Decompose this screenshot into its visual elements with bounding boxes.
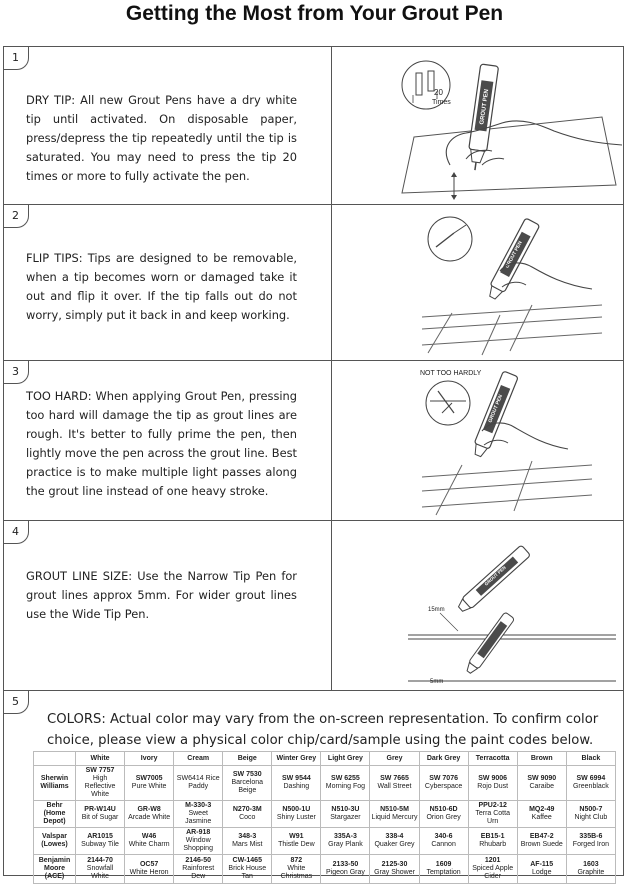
paint-name: Gray Shower bbox=[374, 869, 415, 876]
paint-name: Orion Grey bbox=[426, 814, 461, 821]
paint-code: MQ2-49 bbox=[529, 806, 555, 813]
paint-code: SW 6994 bbox=[576, 775, 606, 782]
paint-name: Thistle Dew bbox=[278, 841, 315, 848]
step-row-1 bbox=[4, 47, 623, 205]
paint-name: Window Shopping bbox=[183, 837, 213, 852]
step-number: 2 bbox=[3, 204, 29, 228]
paint-name: Temptation bbox=[426, 869, 461, 876]
paint-name: Spiced Apple Cider bbox=[472, 865, 514, 880]
grout-size-drawing bbox=[332, 521, 624, 691]
table-header bbox=[34, 752, 76, 766]
table-cell bbox=[419, 828, 468, 855]
table-cell bbox=[272, 801, 321, 828]
paint-name: Rainforest Dew bbox=[182, 865, 215, 880]
table-cell bbox=[468, 766, 517, 801]
page-title: Getting the Most from Your Grout Pen bbox=[125, 2, 504, 25]
table-cell bbox=[174, 828, 223, 855]
table-cell bbox=[76, 828, 125, 855]
table-cell bbox=[125, 828, 174, 855]
paint-name: Brick House Tan bbox=[228, 865, 267, 880]
table-cell bbox=[370, 855, 419, 884]
paint-name: Forged Iron bbox=[572, 841, 609, 848]
table-cell bbox=[370, 801, 419, 828]
table-cell bbox=[321, 801, 370, 828]
pen-label: GROUT PEN bbox=[487, 393, 505, 424]
table-header: Ivory bbox=[125, 752, 174, 766]
step-number: 3 bbox=[3, 360, 29, 384]
table-cell bbox=[76, 855, 125, 884]
paint-name: Stargazer bbox=[330, 814, 361, 821]
table-row bbox=[34, 766, 616, 801]
step-number: 1 bbox=[3, 46, 29, 70]
table-cell bbox=[223, 828, 272, 855]
paint-name: Bit of Sugar bbox=[81, 814, 119, 821]
table-cell bbox=[517, 828, 566, 855]
table-cell bbox=[321, 828, 370, 855]
table-cell bbox=[370, 766, 419, 801]
paint-name: Caraibe bbox=[529, 783, 554, 790]
paint-name: Barcelona Beige bbox=[231, 779, 264, 794]
table-header: Cream bbox=[174, 752, 223, 766]
table-cell bbox=[517, 766, 566, 801]
guide-frame bbox=[3, 46, 624, 880]
paint-code: 2144-70 bbox=[87, 857, 113, 864]
paint-code: EB47-2 bbox=[529, 833, 554, 840]
table-cell bbox=[174, 855, 223, 884]
table-header: Beige bbox=[223, 752, 272, 766]
table-cell bbox=[517, 855, 566, 884]
table-cell bbox=[272, 766, 321, 801]
table-cell bbox=[517, 801, 566, 828]
paint-name: White Heron bbox=[129, 869, 169, 876]
paint-code: N510-3U bbox=[331, 806, 360, 813]
paint-code: 1609 bbox=[435, 861, 452, 868]
paint-name: Dashing bbox=[283, 783, 310, 790]
paint-code: 872 bbox=[290, 857, 303, 864]
table-cell bbox=[370, 828, 419, 855]
paint-name: Paddy bbox=[188, 783, 209, 790]
table-cell bbox=[419, 766, 468, 801]
paint-code: SW 9544 bbox=[281, 775, 311, 782]
table-cell bbox=[566, 855, 615, 884]
too-hard-drawing bbox=[332, 361, 624, 521]
paint-code: SW 7665 bbox=[380, 775, 409, 782]
paint-code: 1603 bbox=[583, 861, 599, 868]
step-text: GROUT LINE SIZE: Use the Narrow Tip Pen for grout lines approx 5mm. For wider grout lines use the Wide Tip Pen. bbox=[26, 569, 297, 621]
table-cell bbox=[223, 855, 272, 884]
table-cell bbox=[321, 766, 370, 801]
paint-code: AF-115 bbox=[530, 861, 554, 868]
paint-name: Arcade White bbox=[128, 814, 171, 821]
paint-name: Morning Fog bbox=[325, 783, 366, 790]
step-row-3 bbox=[4, 361, 623, 521]
table-cell bbox=[174, 766, 223, 801]
step-illustration-dry-tip bbox=[331, 47, 623, 204]
table-cell bbox=[419, 801, 468, 828]
paint-name: Greenblack bbox=[572, 783, 609, 790]
table-cell bbox=[76, 766, 125, 801]
paint-code: 335B-6 bbox=[579, 833, 603, 840]
step-text: DRY TIP: All new Grout Pens have a dry white tip until activated. On disposable paper, press/depress the tip repeatedly until the tip is saturated. You may need to press the tip 20 times or more to fully activate the pen. bbox=[26, 93, 297, 183]
table-cell bbox=[272, 828, 321, 855]
brand-cell: Valspar (Lowes) bbox=[34, 828, 76, 855]
table-cell bbox=[125, 801, 174, 828]
paint-name: Liquid Mercury bbox=[371, 814, 418, 821]
table-header: White bbox=[76, 752, 125, 766]
table-cell bbox=[272, 855, 321, 884]
callout-unit: Times bbox=[432, 99, 451, 106]
paint-name: Terra Cotta Urn bbox=[475, 810, 510, 825]
paint-code: N510-6D bbox=[429, 806, 458, 813]
paint-name: Graphite bbox=[577, 869, 605, 876]
paint-code: SW6414 Rice bbox=[176, 775, 220, 782]
paint-code: M-330-3 bbox=[185, 802, 212, 809]
table-cell bbox=[468, 855, 517, 884]
paint-code: W91 bbox=[289, 833, 304, 840]
table-cell bbox=[174, 801, 223, 828]
paint-code: SW 7530 bbox=[232, 771, 262, 778]
pen-label: GROUT PEN bbox=[483, 564, 507, 587]
paint-name: Rojo Dust bbox=[477, 783, 509, 790]
paint-code: 335A-3 bbox=[333, 833, 357, 840]
dry-tip-drawing bbox=[332, 47, 624, 205]
paint-name: Snowfall White bbox=[86, 865, 114, 880]
paint-name: Cannon bbox=[431, 841, 456, 848]
step-text: TOO HARD: When applying Grout Pen, pressing too hard will damage the tip as grout lines are rough. It's better to fully prime the pen, then lightly move the pen across the grout line. Best practice is to make multiple light passes along the grout line instead of one heavy stroke. bbox=[26, 389, 298, 498]
table-header: Light Grey bbox=[321, 752, 370, 766]
table-cell bbox=[566, 828, 615, 855]
paint-code: EB15-1 bbox=[480, 833, 505, 840]
table-cell bbox=[566, 766, 615, 801]
paint-code: 340-6 bbox=[434, 833, 453, 840]
paint-code: SW7005 bbox=[135, 775, 163, 782]
wide-tip-label: 15mm bbox=[428, 607, 445, 613]
table-row bbox=[34, 828, 616, 855]
paint-name: Rhubarb bbox=[479, 841, 507, 848]
paint-name: Shiny Luster bbox=[276, 814, 316, 821]
paint-code: SW 9090 bbox=[527, 775, 557, 782]
table-row bbox=[34, 801, 616, 828]
step-row-2 bbox=[4, 205, 623, 361]
paint-name: Mars Mist bbox=[232, 841, 263, 848]
table-cell bbox=[76, 801, 125, 828]
table-row bbox=[34, 855, 616, 884]
paint-code: 338-4 bbox=[385, 833, 404, 840]
paint-code: SW 9006 bbox=[478, 775, 508, 782]
paint-name: Brown Suede bbox=[520, 841, 563, 848]
table-header: Grey bbox=[370, 752, 419, 766]
paint-name: Kaffee bbox=[531, 814, 552, 821]
paint-code: AR-918 bbox=[186, 829, 211, 836]
brand-cell: Behr (Home Depot) bbox=[34, 801, 76, 828]
flip-tips-drawing bbox=[332, 205, 624, 361]
pen-label: GROUT PEN bbox=[479, 88, 491, 125]
paint-name: Night Club bbox=[574, 814, 608, 821]
paint-code: W46 bbox=[141, 833, 157, 840]
paint-name: Quaker Grey bbox=[374, 841, 415, 848]
paint-name: Sweet Jasmine bbox=[185, 810, 212, 825]
table-cell bbox=[468, 801, 517, 828]
paint-code: N500-1U bbox=[282, 806, 311, 813]
paint-name: Cyberspace bbox=[424, 783, 463, 790]
paint-code: PPU2-12 bbox=[478, 802, 507, 809]
table-cell bbox=[566, 801, 615, 828]
paint-code: N500-7 bbox=[579, 806, 603, 813]
paint-code: 2125-30 bbox=[381, 861, 408, 868]
step-number: 4 bbox=[3, 520, 29, 544]
paint-name: Lodge bbox=[532, 869, 552, 876]
paint-code: SW 7076 bbox=[429, 775, 458, 782]
table-cell bbox=[321, 855, 370, 884]
paint-code: OC57 bbox=[139, 861, 159, 868]
illustration-caption: NOT TOO HARDLY bbox=[420, 370, 482, 377]
paint-code: N270-3M bbox=[232, 806, 262, 813]
step-row-4 bbox=[4, 521, 623, 691]
step-illustration-flip-tips bbox=[331, 205, 623, 360]
table-header: Black bbox=[566, 752, 615, 766]
narrow-tip-label: 5mm bbox=[430, 679, 444, 685]
table-header-row bbox=[34, 752, 616, 766]
table-header: Dark Grey bbox=[419, 752, 468, 766]
paint-name: Pigeon Gray bbox=[325, 869, 365, 876]
table-header: Brown bbox=[517, 752, 566, 766]
paint-code: N510-5M bbox=[380, 806, 409, 813]
brand-cell: Sherwin Williams bbox=[34, 766, 76, 801]
paint-code-table bbox=[33, 751, 616, 884]
paint-code: CW-1465 bbox=[232, 857, 262, 864]
paint-name: Wall Street bbox=[377, 783, 412, 790]
pen-label: GROUT PEN bbox=[504, 240, 524, 270]
step-text: FLIP TIPS: Tips are designed to be removable, when a tip becomes worn or damaged take it out and flip it over. If the tip falls out do not worry, simply put it back in and keep working. bbox=[26, 251, 297, 322]
paint-code: SW 6255 bbox=[331, 775, 360, 782]
table-cell bbox=[223, 766, 272, 801]
paint-code: 1201 bbox=[484, 857, 501, 864]
callout-count: 20 bbox=[434, 88, 443, 97]
table-cell bbox=[468, 828, 517, 855]
paint-name: White Charm bbox=[128, 841, 170, 848]
brand-cell: Benjamin Moore (ACE) bbox=[34, 855, 76, 884]
table-cell bbox=[125, 766, 174, 801]
paint-code: GR-W8 bbox=[137, 806, 161, 813]
table-cell bbox=[125, 855, 174, 884]
colors-row bbox=[4, 691, 623, 880]
paint-name: Pure White bbox=[131, 783, 167, 790]
paint-code: 2146-50 bbox=[185, 857, 212, 864]
table-header: Winter Grey bbox=[272, 752, 321, 766]
paint-code: PR-W14U bbox=[84, 806, 116, 813]
paint-name: Coco bbox=[239, 814, 256, 821]
paint-name: White Christmas bbox=[280, 865, 313, 880]
paint-name: Subway Tile bbox=[81, 841, 119, 848]
step-illustration-grout-size bbox=[331, 521, 623, 690]
paint-code: 2133-50 bbox=[332, 861, 359, 868]
paint-name: High Reflective White bbox=[84, 775, 116, 798]
step-illustration-too-hard bbox=[331, 361, 623, 520]
paint-code: AR1015 bbox=[87, 833, 113, 840]
table-cell bbox=[419, 855, 468, 884]
paint-code: 348-3 bbox=[238, 833, 257, 840]
table-cell bbox=[223, 801, 272, 828]
table-header: Terracotta bbox=[468, 752, 517, 766]
step-number: 5 bbox=[3, 690, 29, 714]
paint-name: Gray Plank bbox=[328, 841, 363, 848]
paint-code: SW 7757 bbox=[85, 767, 115, 774]
colors-text: COLORS: Actual color may vary from the on-screen representation. To confirm color choice, please view a physical color chip/card/sample using the paint codes below. bbox=[47, 712, 599, 748]
